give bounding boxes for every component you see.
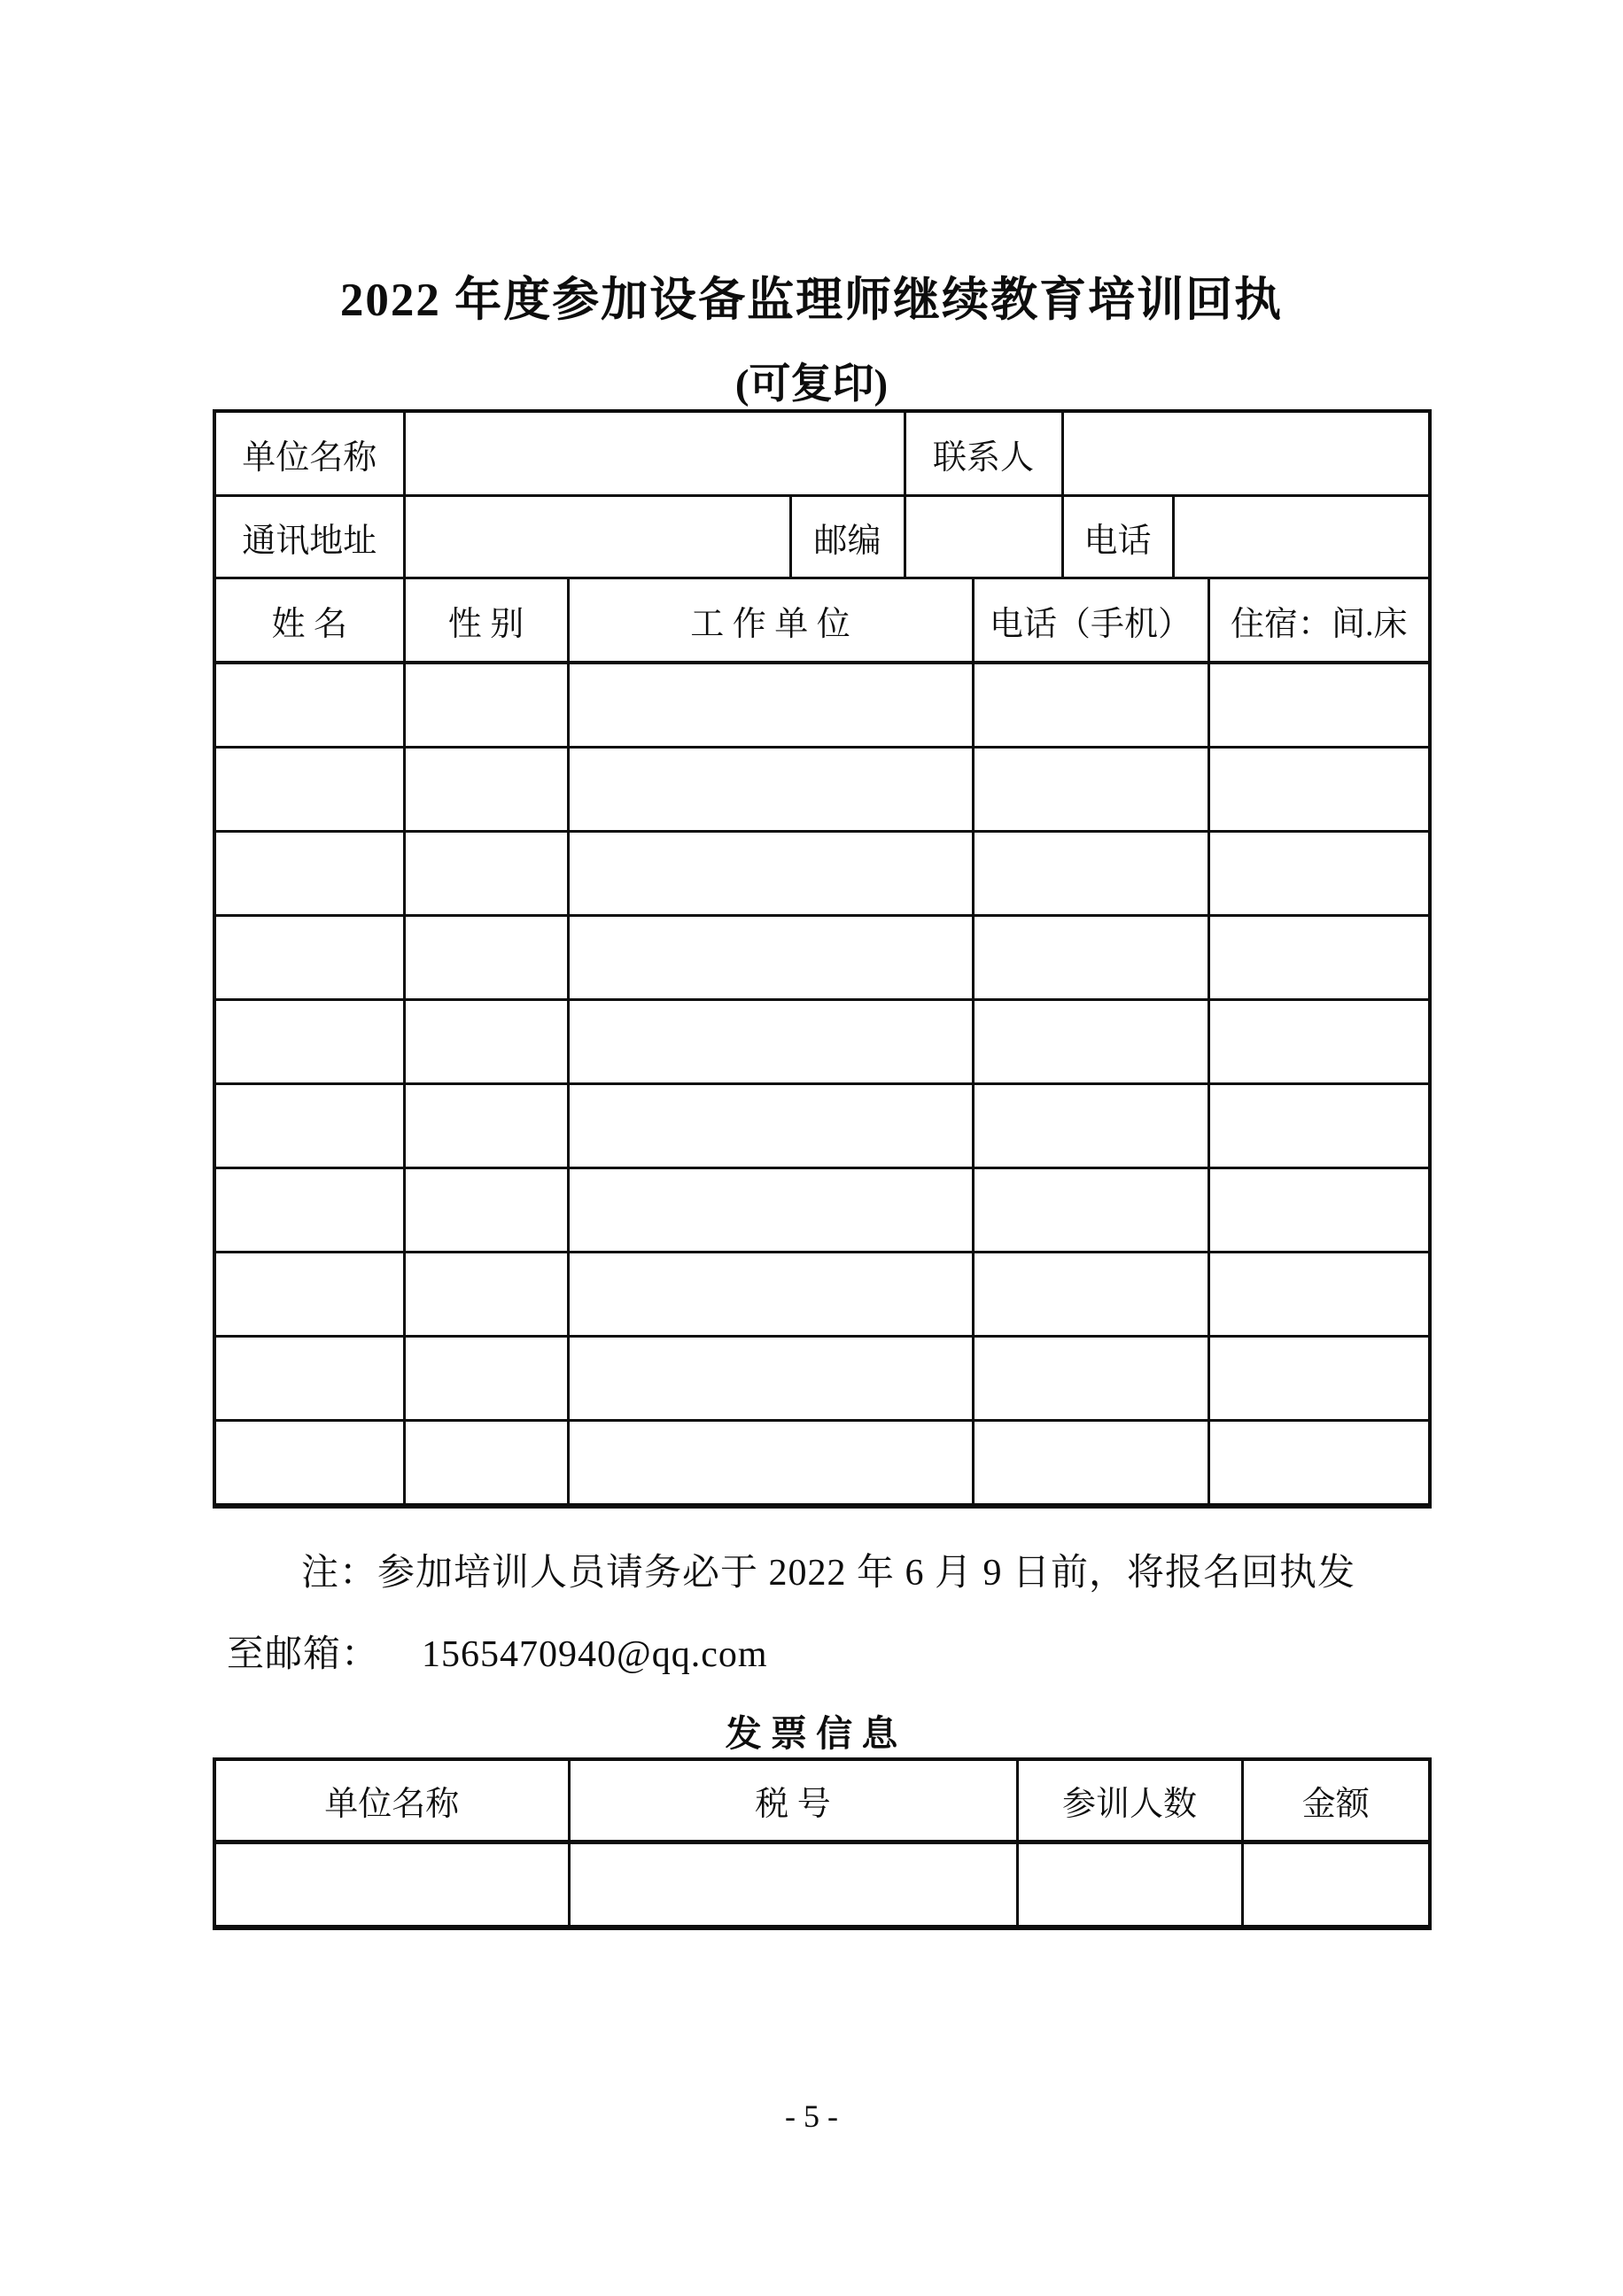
note-email-address: 1565470940@qq.com	[422, 1634, 768, 1675]
workunit-cell	[568, 1000, 973, 1084]
gender-cell	[404, 916, 568, 1000]
note-line-2	[227, 1625, 768, 1678]
page-subtitle: (可复印)	[734, 361, 889, 407]
address-row	[214, 496, 1430, 578]
column-header-row	[214, 578, 1430, 663]
postcode-value-cell	[905, 496, 1062, 578]
participant-empty-row	[214, 1421, 1430, 1507]
lodging-cell	[1208, 663, 1430, 748]
column-header-workunit: 工 作 单 位	[568, 578, 973, 663]
name-cell	[214, 1168, 404, 1253]
invoice-trainee-count-cell	[1017, 1842, 1242, 1928]
unit-name-label: 单位名称	[214, 411, 404, 496]
participant-empty-row	[214, 916, 1430, 1000]
invoice-unit-name-cell	[214, 1842, 569, 1928]
workunit-cell	[568, 1084, 973, 1168]
column-header-name: 姓 名	[214, 578, 404, 663]
mobile-cell	[973, 663, 1208, 748]
gender-cell	[404, 1421, 568, 1507]
lodging-cell	[1208, 1253, 1430, 1337]
lodging-cell	[1208, 832, 1430, 916]
name-cell	[214, 748, 404, 832]
mobile-cell	[973, 1084, 1208, 1168]
name-cell	[214, 916, 404, 1000]
invoice-header-tax-number: 税 号	[569, 1759, 1017, 1842]
gender-cell	[404, 748, 568, 832]
phone-value-cell	[1173, 496, 1430, 578]
workunit-cell	[568, 916, 973, 1000]
workunit-cell	[568, 663, 973, 748]
workunit-cell	[568, 1253, 973, 1337]
mobile-cell	[973, 1253, 1208, 1337]
mobile-cell	[973, 748, 1208, 832]
invoice-header-amount: 金额	[1242, 1759, 1430, 1842]
participant-empty-row	[214, 663, 1430, 748]
name-cell	[214, 1421, 404, 1507]
workunit-cell	[568, 748, 973, 832]
mobile-cell	[973, 1000, 1208, 1084]
lodging-cell	[1208, 1421, 1430, 1507]
column-header-mobile: 电话（手机）	[973, 578, 1208, 663]
name-cell	[214, 1084, 404, 1168]
participant-empty-row	[214, 1337, 1430, 1421]
contact-person-value-cell	[1062, 411, 1430, 496]
lodging-cell	[1208, 1084, 1430, 1168]
invoice-header-trainee-count: 参训人数	[1017, 1759, 1242, 1842]
column-header-gender: 性 别	[404, 578, 568, 663]
lodging-cell	[1208, 1168, 1430, 1253]
participant-empty-row	[214, 1084, 1430, 1168]
unit-name-value-cell	[404, 411, 905, 496]
gender-cell	[404, 1253, 568, 1337]
registration-table	[213, 409, 1432, 1509]
workunit-cell	[568, 1421, 973, 1507]
lodging-cell	[1208, 1337, 1430, 1421]
unit-contact-row	[214, 411, 1430, 496]
address-label: 通讯地址	[214, 496, 404, 578]
lodging-cell	[1208, 1000, 1430, 1084]
mobile-cell	[973, 1337, 1208, 1421]
mobile-cell	[973, 1421, 1208, 1507]
gender-cell	[404, 1168, 568, 1253]
gender-cell	[404, 832, 568, 916]
page-title: 2022 年度参加设备监理师继续教育培训回执	[339, 275, 1284, 326]
lodging-cell	[1208, 916, 1430, 1000]
name-cell	[214, 1253, 404, 1337]
name-cell	[214, 663, 404, 748]
invoice-empty-row	[214, 1842, 1430, 1928]
workunit-cell	[568, 832, 973, 916]
page-number: - 5 -	[785, 2098, 838, 2134]
participant-empty-row	[214, 1000, 1430, 1084]
name-cell	[214, 1000, 404, 1084]
invoice-heading: 发 票 信 息	[725, 1713, 898, 1754]
invoice-header-row	[214, 1759, 1430, 1842]
mobile-cell	[973, 832, 1208, 916]
mobile-cell	[973, 1168, 1208, 1253]
invoice-amount-cell	[1242, 1842, 1430, 1928]
gender-cell	[404, 663, 568, 748]
participant-empty-row	[214, 748, 1430, 832]
phone-label: 电话	[1062, 496, 1173, 578]
gender-cell	[404, 1084, 568, 1168]
gender-cell	[404, 1000, 568, 1084]
lodging-cell	[1208, 748, 1430, 832]
note-email-label: 至邮箱：	[227, 1634, 380, 1675]
address-value-cell	[404, 496, 790, 578]
workunit-cell	[568, 1337, 973, 1421]
participant-empty-row	[214, 1253, 1430, 1337]
mobile-cell	[973, 916, 1208, 1000]
name-cell	[214, 1337, 404, 1421]
gender-cell	[404, 1337, 568, 1421]
postcode-label: 邮编	[790, 496, 905, 578]
workunit-cell	[568, 1168, 973, 1253]
invoice-header-unit-name: 单位名称	[214, 1759, 569, 1842]
name-cell	[214, 832, 404, 916]
participant-empty-row	[214, 832, 1430, 916]
note-line-1: 注：参加培训人员请务必于 2022 年 6 月 9 日前，将报名回执发	[301, 1553, 1356, 1594]
contact-person-label: 联系人	[905, 411, 1062, 496]
column-header-lodging: 住宿：间.床	[1208, 578, 1430, 663]
participant-empty-row	[214, 1168, 1430, 1253]
invoice-table	[213, 1757, 1432, 1930]
invoice-tax-number-cell	[569, 1842, 1017, 1928]
